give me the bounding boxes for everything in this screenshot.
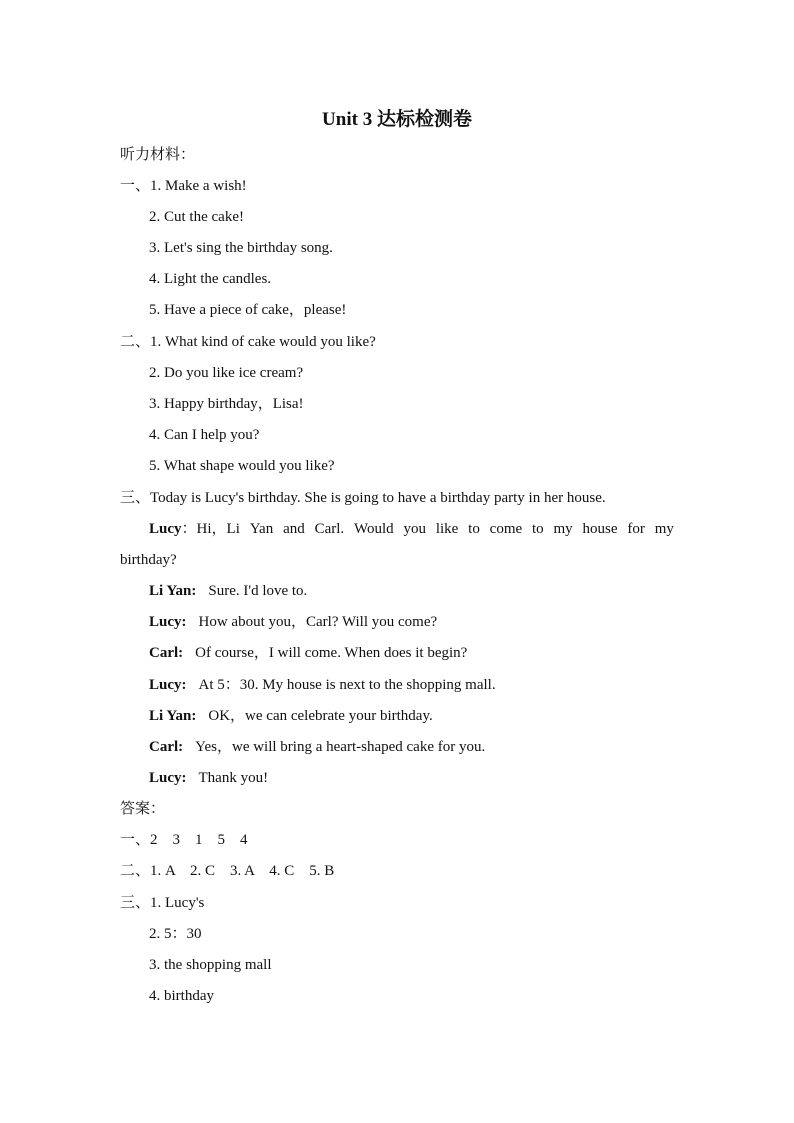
part1-item: 3. Let's sing the birthday song. [149, 240, 333, 256]
dialogue-word: and [283, 521, 305, 537]
dialogue-line [149, 612, 437, 632]
dialogue-word: to [532, 521, 544, 537]
speaker-colon: ： [181, 521, 197, 537]
speaker-name: Carl: [149, 739, 184, 755]
dialogue-word: come [489, 521, 523, 537]
part2-item [120, 332, 376, 352]
speaker-name: Lucy: [149, 614, 187, 630]
part3-prefix: 三、 [120, 490, 151, 506]
speaker-name: Lucy: [149, 677, 187, 693]
dialogue-word: Yan [249, 521, 274, 537]
part1-prefix: 一、 [120, 178, 151, 194]
answer-part3-item: 3. the shopping mall [149, 957, 272, 973]
dialogue-word: Would [354, 521, 394, 537]
dialogue-line [149, 643, 467, 663]
part3-intro [120, 488, 606, 508]
dialogue-word: Hi，Li [196, 521, 240, 537]
answer-part3-item: 4. birthday [149, 988, 214, 1004]
dialogue-text: At 5：30. My house is next to the shopping mall. [198, 677, 496, 693]
answer-part1: 一、2 3 1 5 4 [120, 832, 248, 848]
dialogue-line [149, 581, 307, 601]
dialogue-first-line [149, 519, 674, 539]
part2-prefix: 二、 [120, 334, 151, 350]
dialogue-word: my [654, 521, 674, 537]
dialogue-word: for [627, 521, 645, 537]
dialogue-line [149, 737, 485, 757]
part2-item-text: 1. What kind of cake would you like? [150, 334, 376, 350]
answer-text: 1. Lucy's [150, 895, 205, 911]
dialogue-text: Yes，we will bring a heart-shaped cake for you. [195, 739, 486, 755]
part1-item-text: 1. Make a wish! [150, 178, 247, 194]
dialogue-text: Sure. I'd love to. [208, 583, 308, 599]
speaker-name: Lucy [149, 521, 182, 537]
part1-item: 5. Have a piece of cake，please! [149, 302, 347, 318]
part2-item: 4. Can I help you? [149, 427, 260, 443]
answer-part3-item [120, 893, 204, 913]
page-title: Unit 3 达标检测卷 [322, 109, 472, 130]
part1-item [120, 176, 247, 196]
dialogue-word: like [435, 521, 459, 537]
answer-part3-item: 2. 5：30 [149, 926, 202, 942]
part1-item: 2. Cut the cake! [149, 209, 244, 225]
speaker-name: Carl: [149, 645, 184, 661]
listening-label: 听力材料： [120, 147, 196, 163]
answer-part3-prefix: 三、 [120, 895, 151, 911]
answers-label: 答案： [120, 801, 166, 817]
dialogue-word: you [403, 521, 426, 537]
dialogue-text: OK，we can celebrate your birthday. [208, 708, 433, 724]
dialogue-word: Carl. [314, 521, 345, 537]
part2-item: 5. What shape would you like? [149, 458, 335, 474]
part1-item: 4. Light the candles. [149, 271, 272, 287]
part2-item: 2. Do you like ice cream? [149, 365, 304, 381]
dialogue-text: How about you，Carl? Will you come? [198, 614, 438, 630]
dialogue-word: to [468, 521, 480, 537]
dialogue-line [149, 768, 268, 788]
speaker-name: Li Yan: [149, 583, 197, 599]
dialogue-line [149, 675, 496, 695]
answer-part2: 二、1. A 2. C 3. A 4. C 5. B [120, 863, 335, 879]
dialogue-line [149, 706, 433, 726]
part2-item: 3. Happy birthday，Lisa! [149, 396, 304, 412]
dialogue-word: my [553, 521, 573, 537]
dialogue-text: Of course，I will come. When does it begin? [195, 645, 468, 661]
dialogue-text: Thank you! [198, 770, 269, 786]
dialogue-continuation: birthday? [120, 552, 177, 568]
speaker-name: Lucy: [149, 770, 187, 786]
first-speaker-group [149, 519, 240, 539]
speaker-name: Li Yan: [149, 708, 197, 724]
part3-intro-text: Today is Lucy's birthday. She is going to have a birthday party in her house. [150, 490, 606, 506]
dialogue-word: house [582, 521, 618, 537]
